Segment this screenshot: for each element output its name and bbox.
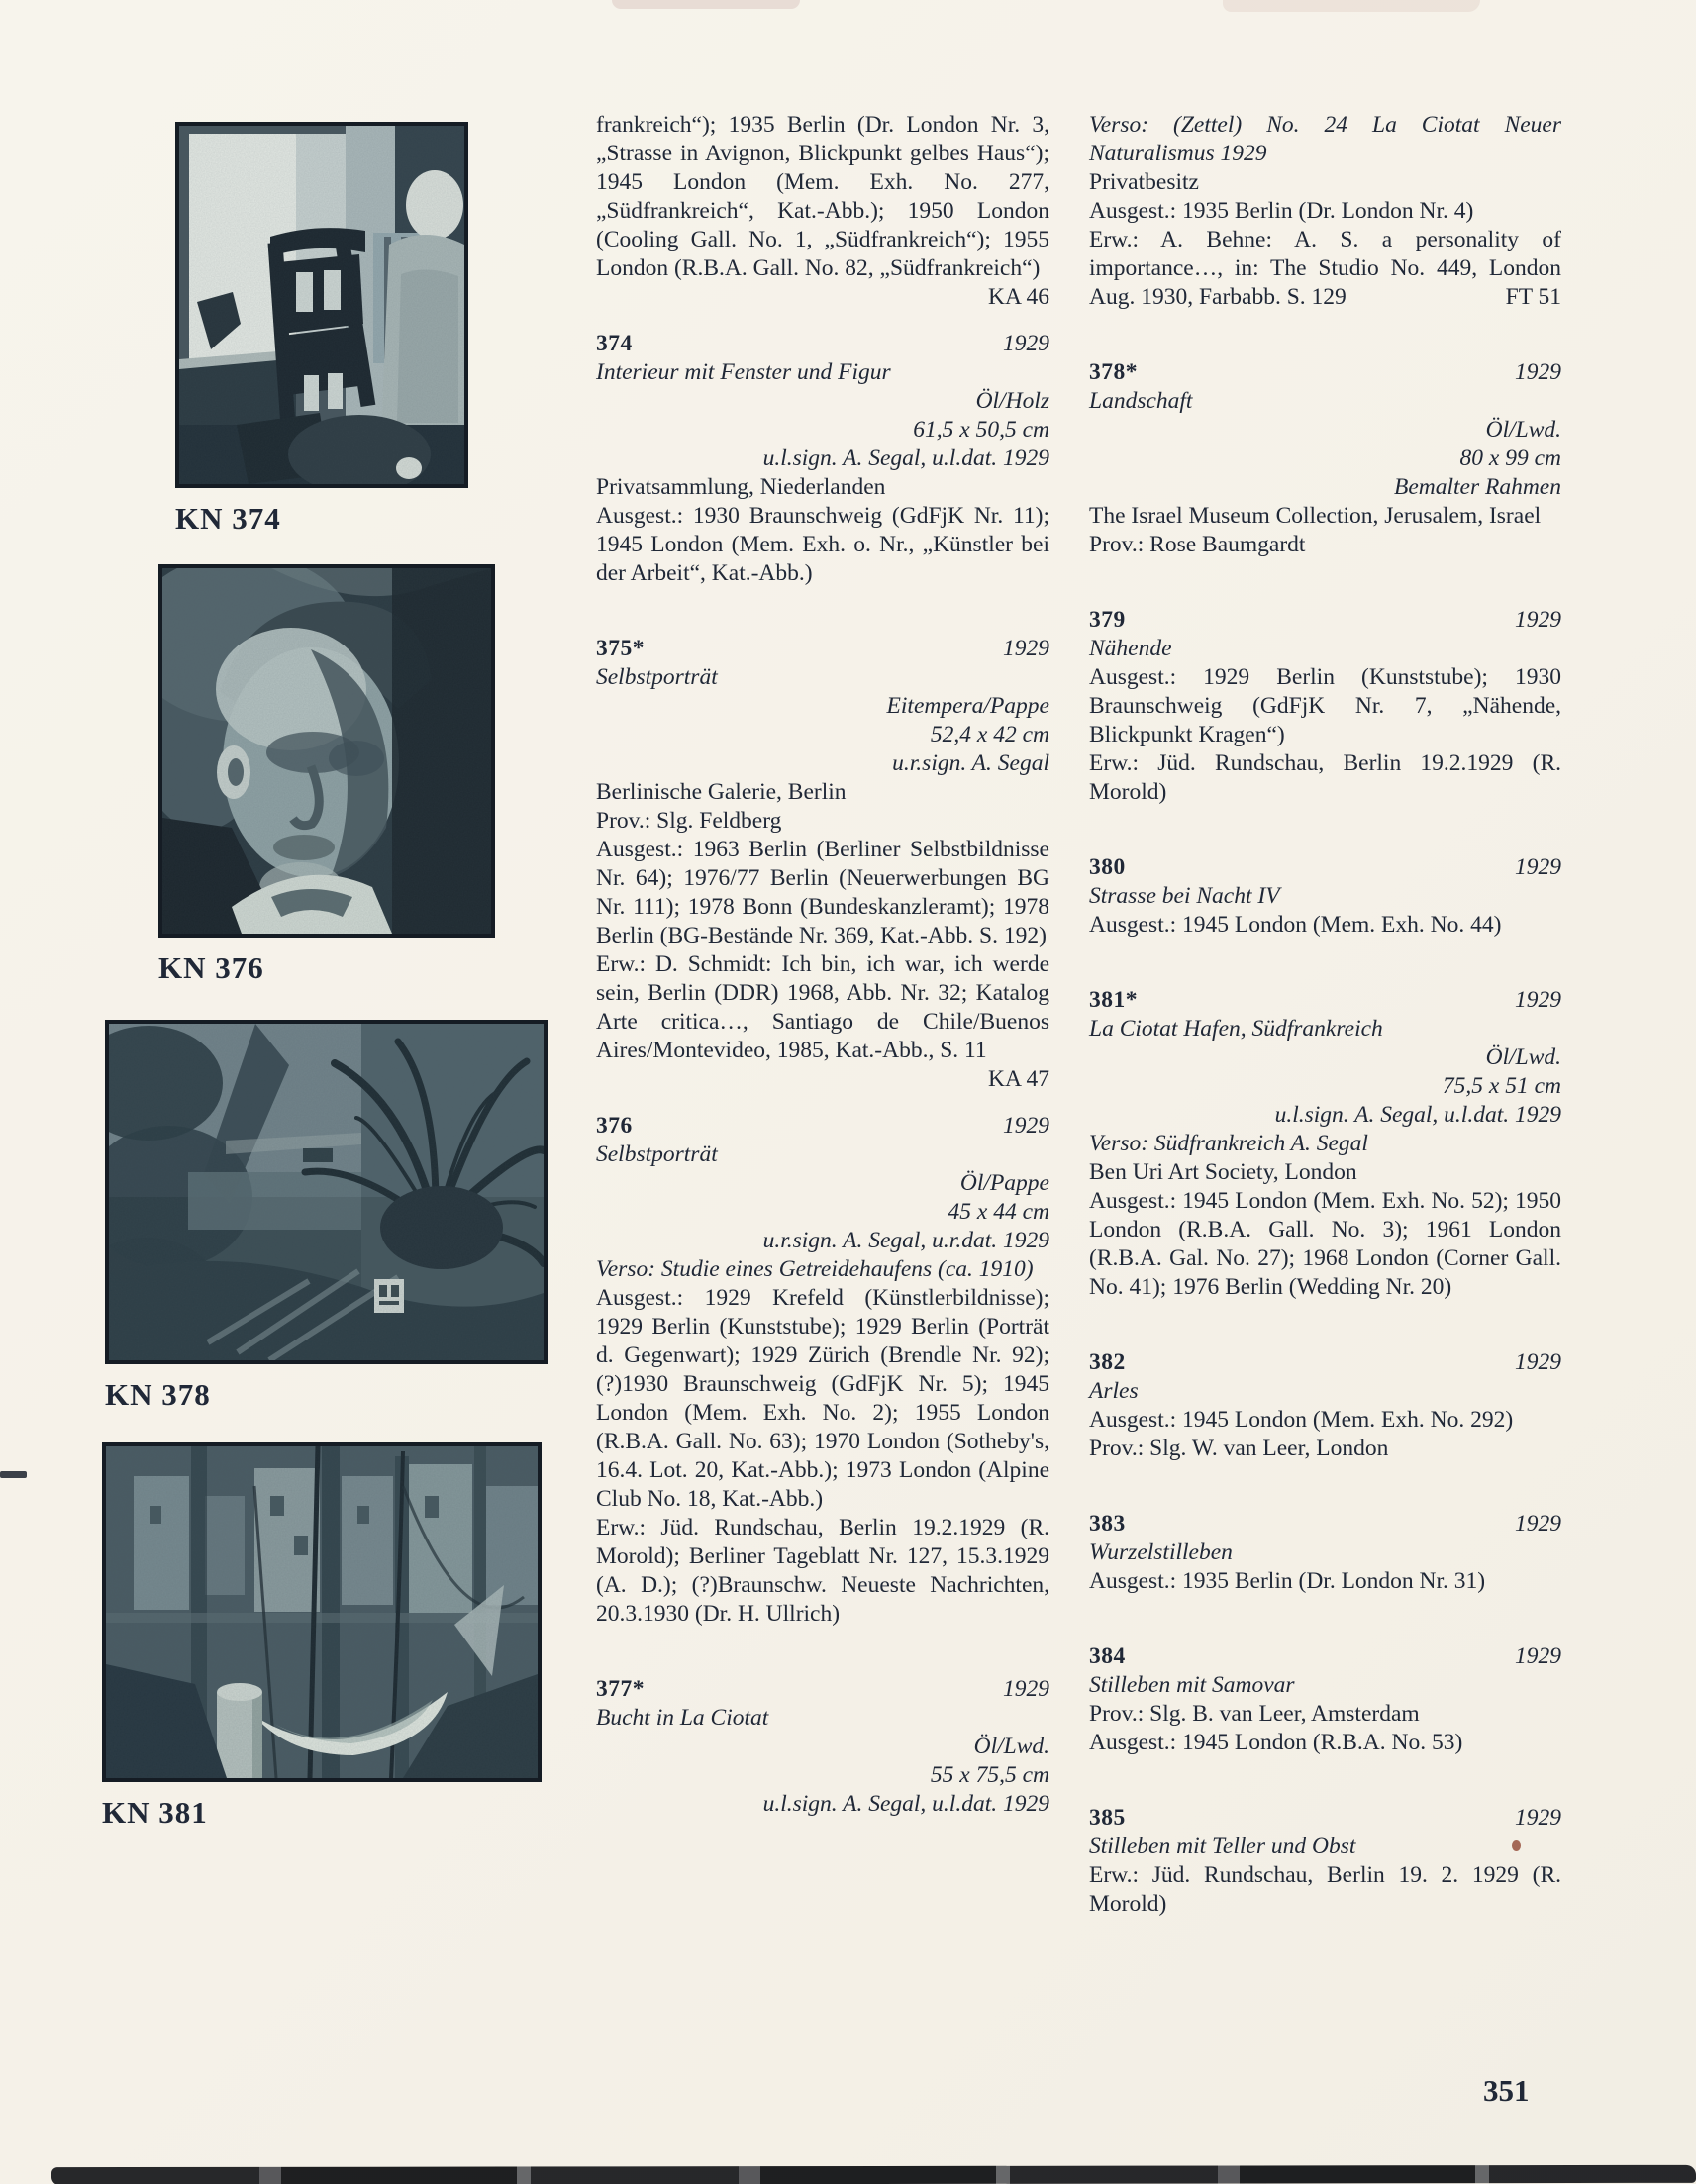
entry-header <box>596 1675 1049 1704</box>
entry-header <box>596 1112 1049 1141</box>
entry-paragraph: Ausgest.: 1935 Berlin (Dr. London Nr. 31) <box>1089 1568 1486 1594</box>
entry-paragraph: Prov.: Slg. W. van Leer, London <box>1089 1436 1389 1461</box>
catalog-entry-383 <box>1089 1510 1561 1596</box>
photo-kn-374 <box>175 122 468 488</box>
verso-line: Verso: Studie eines Getreidehaufens (ca. 1910) <box>596 1256 1034 1282</box>
technique-line: Bemalter Rahmen <box>1393 474 1561 500</box>
figure-kn-374 <box>175 122 468 537</box>
entry-number: 375* <box>596 636 645 661</box>
entry-number: 382 <box>1089 1349 1126 1375</box>
entry-title: Selbstporträt <box>596 664 718 690</box>
catalog-entry-continuation <box>1089 111 1561 312</box>
technique-line: u.r.sign. A. Segal <box>892 750 1049 776</box>
entry-title: La Ciotat Hafen, Südfrankreich <box>1089 1016 1383 1042</box>
entry-year: 1929 <box>1515 1643 1561 1669</box>
entry-header <box>1089 1510 1561 1539</box>
technique-line: u.r.sign. A. Segal, u.r.dat. 1929 <box>762 1228 1049 1253</box>
catalog-code: KA 47 <box>987 1066 1049 1092</box>
photo-kn-378 <box>105 1020 548 1364</box>
figure-kn-378 <box>105 1020 548 1413</box>
photo-kn-376 <box>158 564 495 938</box>
paragraph-text: Erw.: A. Behne: A. S. a personality of importance…, in: The Studio No. 449, London Aug. 1930, Farbabb. S. 129 <box>1089 227 1561 310</box>
entry-paragraph <box>1089 226 1561 312</box>
entry-title: Stilleben mit Samovar <box>1089 1672 1295 1698</box>
entry-paragraph: Ausgest.: 1945 London (Mem. Exh. No. 44) <box>1089 912 1502 938</box>
entry-title: Interieur mit Fenster und Figur <box>596 359 891 385</box>
self-portrait-photo-illustration <box>162 568 491 934</box>
entry-paragraph: Ausgest.: 1945 London (Mem. Exh. No. 292) <box>1089 1407 1514 1433</box>
entry-year: 1929 <box>1515 1805 1561 1831</box>
entry-paragraph: Prov.: Rose Baumgardt <box>1089 532 1306 557</box>
entry-header <box>1089 606 1561 635</box>
paragraph-text: Erw.: D. Schmidt: Ich bin, ich war, ich werde sein, Berlin (DDR) 1968, Abb. Nr. 32; Katalog Arte critica…, Santiago de Chile/Buenos Aires/Montevideo, 1985, Kat.-Abb., S. 11 <box>596 951 1049 1063</box>
figure-caption: KN 378 <box>105 1377 211 1412</box>
entry-paragraph: Ausgest.: 1935 Berlin (Dr. London Nr. 4) <box>1089 198 1474 224</box>
entry-paragraph: Ausgest.: 1963 Berlin (Berliner Selbstbildnisse Nr. 64); 1976/77 Berlin (Neuerwerbungen BG Nr. 111); 1978 Bonn (Bundeskanzleramt); 1978 Berlin (BG-Bestände Nr. 369, Kat.-Abb. S. 192) <box>596 837 1049 948</box>
entry-paragraph: Prov.: Slg. Feldberg <box>596 808 782 834</box>
catalog-column-right <box>1089 111 1561 1919</box>
catalog-entry-384 <box>1089 1642 1561 1757</box>
entry-year: 1929 <box>1515 359 1561 385</box>
entry-year: 1929 <box>1515 1349 1561 1375</box>
page-number: 351 <box>1483 2073 1530 2108</box>
scan-artifact-bottom-edge <box>51 2165 1696 2184</box>
entry-paragraph: Ben Uri Art Society, London <box>1089 1159 1357 1185</box>
technique-line: Öl/Lwd. <box>973 1734 1049 1759</box>
entry-paragraph: Ausgest.: 1929 Krefeld (Künstlerbildnisse); 1929 Berlin (Kunststube); 1929 Berlin (Porträt d. Gegenwart); 1929 Zürich (Brendle Nr. 92); (?)1930 Braunschweig (GdFjK Nr. 5); 1945 London (Mem. Exh. No. 2); 1955 London (R.B.A. Gall. No. 63); 1970 London (Sotheby's, 16.4. Lot. 20, Kat.-Abb.); 1973 London (Alpine Club No. 18, Kat.-Abb.) <box>596 1285 1049 1512</box>
technique-line: 80 x 99 cm <box>1459 446 1561 471</box>
entry-number: 378* <box>1089 359 1138 385</box>
figure-kn-381 <box>102 1442 542 1831</box>
technique-line: Öl/Lwd. <box>1485 1044 1561 1070</box>
technique-line: Öl/Holz <box>975 388 1049 414</box>
catalog-entry-377 <box>596 1675 1049 1819</box>
technique-line: 52,4 x 42 cm <box>930 722 1049 747</box>
entry-year: 1929 <box>1003 1113 1049 1139</box>
catalog-entry-374 <box>596 330 1049 588</box>
entry-paragraph: Erw.: Jüd. Rundschau, Berlin 19.2.1929 (R. Morold) <box>1089 750 1561 805</box>
entry-header <box>1089 1348 1561 1377</box>
technique-line: Öl/Lwd. <box>1485 417 1561 443</box>
entry-year: 1929 <box>1515 987 1561 1013</box>
entry-year: 1929 <box>1515 854 1561 880</box>
catalog-entry-381 <box>1089 986 1561 1302</box>
entry-year: 1929 <box>1003 331 1049 356</box>
entry-number: 385 <box>1089 1805 1126 1831</box>
technique-line: u.l.sign. A. Segal, u.l.dat. 1929 <box>762 1791 1049 1817</box>
catalog-entry-382 <box>1089 1348 1561 1463</box>
entry-number: 379 <box>1089 607 1126 633</box>
entry-title: Landschaft <box>1089 388 1193 414</box>
entry-header <box>596 635 1049 663</box>
entry-title: Nähende <box>1089 636 1172 661</box>
entry-year: 1929 <box>1003 1676 1049 1702</box>
entry-paragraph: Berlinische Galerie, Berlin <box>596 779 847 805</box>
entry-number: 383 <box>1089 1511 1126 1537</box>
photo-kn-381 <box>102 1442 542 1782</box>
technique-line: 55 x 75,5 cm <box>930 1762 1049 1788</box>
entry-paragraph: Ausgest.: 1929 Berlin (Kunststube); 1930 Braunschweig (GdFjK Nr. 7, „Nähende, Blickpunkt Kragen“) <box>1089 664 1561 747</box>
entry-title: Stilleben mit Teller und Obst <box>1089 1834 1356 1859</box>
catalog-entry-378 <box>1089 358 1561 559</box>
entry-title: Wurzelstilleben <box>1089 1539 1233 1565</box>
entry-number: 374 <box>596 331 633 356</box>
technique-line: Öl/Pappe <box>959 1170 1049 1196</box>
interior-photo-illustration <box>179 126 464 484</box>
entry-year: 1929 <box>1515 607 1561 633</box>
catalog-entry-380 <box>1089 853 1561 940</box>
catalog-entry-continuation <box>596 111 1049 310</box>
catalog-entry-376 <box>596 1112 1049 1629</box>
entry-paragraph <box>596 111 1049 310</box>
entry-paragraph: Ausgest.: 1945 London (R.B.A. No. 53) <box>1089 1730 1463 1755</box>
scan-artifact-top-smudge <box>612 0 800 9</box>
technique-line: u.l.sign. A. Segal, u.l.dat. 1929 <box>1274 1102 1561 1128</box>
entry-number: 384 <box>1089 1643 1126 1669</box>
catalog-entry-375 <box>596 635 1049 1092</box>
entry-number: 381* <box>1089 987 1138 1013</box>
verso-line: Verso: (Zettel) No. 24 La Ciotat Neuer Naturalismus 1929 <box>1089 112 1561 166</box>
technique-line: u.l.sign. A. Segal, u.l.dat. 1929 <box>762 446 1049 471</box>
entry-year: 1929 <box>1003 636 1049 661</box>
entry-header <box>1089 358 1561 387</box>
entry-title: Bucht in La Ciotat <box>596 1705 769 1731</box>
catalog-code: FT 51 <box>1505 284 1561 310</box>
entry-number: 377* <box>596 1676 645 1702</box>
harbour-photo-illustration <box>106 1446 538 1778</box>
entry-header <box>596 330 1049 358</box>
paragraph-text: frankreich“); 1935 Berlin (Dr. London Nr. 3, „Strasse in Avignon, Blickpunkt gelbes Haus“); 1945 London (Mem. Exh. No. 277, „Südfrankreich“, Kat.-Abb.); 1950 London (Cooling Gall. No. 1, „Südfrankreich“); 1955 London (R.B.A. Gall. No. 82, „Südfrankreich“) <box>596 112 1049 281</box>
entry-number: 376 <box>596 1113 633 1139</box>
entry-paragraph: The Israel Museum Collection, Jerusalem, Israel <box>1089 503 1542 529</box>
technique-line: 75,5 x 51 cm <box>1442 1073 1561 1099</box>
scan-artifact-top-right-smudge <box>1223 0 1480 12</box>
entry-number: 380 <box>1089 854 1126 880</box>
entry-paragraph: Ausgest.: 1930 Braunschweig (GdFjK Nr. 11); 1945 London (Mem. Exh. o. Nr., „Künstler bei der Arbeit“, Kat.-Abb.) <box>596 503 1049 586</box>
catalog-entry-385 <box>1089 1804 1561 1919</box>
technique-line: Eitempera/Pappe <box>886 693 1049 719</box>
figure-caption: KN 374 <box>175 501 281 536</box>
entry-title: Selbstporträt <box>596 1142 718 1167</box>
verso-line: Verso: Südfrankreich A. Segal <box>1089 1131 1368 1156</box>
catalog-code: KA 46 <box>987 284 1049 310</box>
entry-year: 1929 <box>1515 1511 1561 1537</box>
entry-title: Strasse bei Nacht IV <box>1089 883 1280 909</box>
entry-paragraph: Prov.: Slg. B. van Leer, Amsterdam <box>1089 1701 1420 1727</box>
entry-paragraph: Erw.: Jüd. Rundschau, Berlin 19. 2. 1929 (R. Morold) <box>1089 1862 1561 1917</box>
catalog-entry-379 <box>1089 606 1561 807</box>
technique-line: 45 x 44 cm <box>948 1199 1049 1225</box>
entry-paragraph <box>596 950 1049 1092</box>
entry-paragraph: Erw.: Jüd. Rundschau, Berlin 19.2.1929 (R. Morold); Berliner Tageblatt Nr. 127, 15.3.1929 (A. D.); (?)Braunschw. Neueste Nachrichten, 20.3.1930 (Dr. H. Ullrich) <box>596 1515 1049 1627</box>
entry-header <box>1089 1642 1561 1671</box>
entry-paragraph: Privatbesitz <box>1089 169 1199 195</box>
entry-paragraph: Privatsammlung, Niederlanden <box>596 474 886 500</box>
figure-caption: KN 376 <box>158 950 264 985</box>
figure-caption: KN 381 <box>102 1795 208 1830</box>
entry-header <box>1089 1804 1561 1833</box>
landscape-photo-illustration <box>109 1024 544 1360</box>
catalog-column-middle <box>596 111 1049 1819</box>
entry-paragraph: Ausgest.: 1945 London (Mem. Exh. No. 52); 1950 London (R.B.A. Gall. No. 3); 1961 London (R.B.A. Gal. No. 27); 1968 London (Corner Gall. No. 41); 1976 Berlin (Wedding Nr. 20) <box>1089 1188 1561 1300</box>
entry-title: Arles <box>1089 1378 1139 1404</box>
scan-artifact-margin-dash <box>0 1471 27 1478</box>
technique-line: 61,5 x 50,5 cm <box>913 417 1049 443</box>
entry-header <box>1089 986 1561 1015</box>
figure-kn-376 <box>158 564 495 986</box>
entry-header <box>1089 853 1561 882</box>
